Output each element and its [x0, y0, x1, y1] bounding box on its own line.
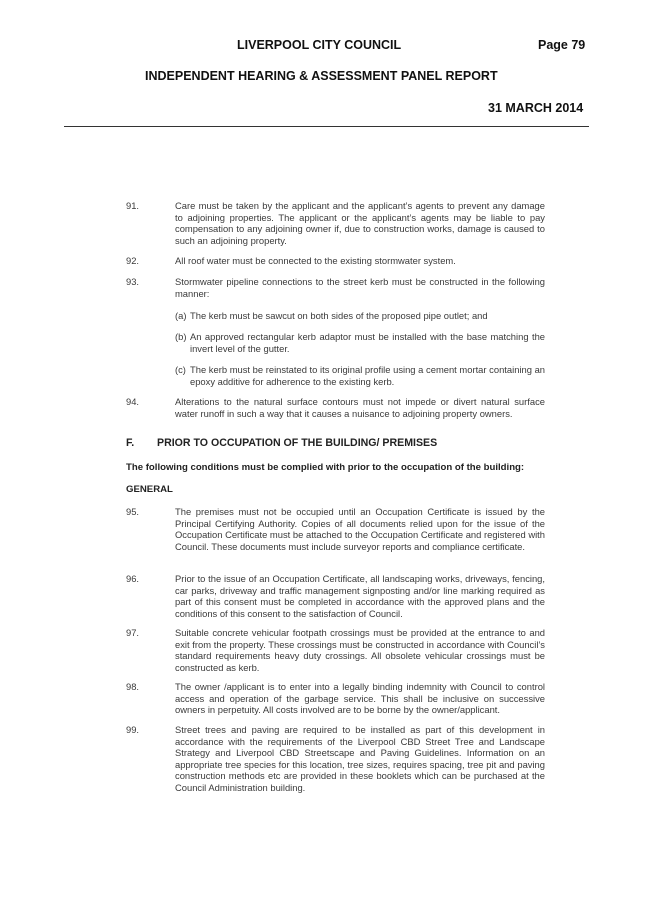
- condition-text: Prior to the issue of an Occupation Certificate, all landscaping works, driveways, fencing, car parks, driveway and traffic management signposting and/or line marking required as part of this consent must be completed in accordance with the approved plans and the conditions of this consent to the satisfaction of Council.: [175, 573, 545, 619]
- condition-text: Stormwater pipeline connections to the street kerb must be constructed in the following manner:: [175, 276, 545, 299]
- sub-text: The kerb must be sawcut on both sides of the proposed pipe outlet; and: [190, 310, 488, 321]
- condition-number: 96.: [126, 573, 140, 584]
- section-letter: F.: [126, 437, 135, 449]
- condition-number: 99.: [126, 724, 140, 735]
- header-rule: [64, 126, 589, 127]
- section-intro: The following conditions must be complied with prior to the occupation of the building:: [126, 462, 525, 473]
- condition-text: The owner /applicant is to enter into a legally binding indemnity with Council to control access and operation of the garbage service. This shall be inclusive on successive owners in perpetuity. All costs involved are to be borne by the owner/applicant.: [175, 681, 545, 716]
- sub-text: An approved rectangular kerb adaptor must be installed with the base matching the invert level of the gutter.: [190, 331, 545, 354]
- condition-text: The premises must not be occupied until an Occupation Certificate is issued by the Principal Certifying Authority. Copies of all documents relied upon for the issue of the Occupation Certificate must be attached to the Occupation Certificate and registered with Council. These documents must include surveyor reports and compliance certificate.: [175, 506, 545, 552]
- condition-number: 92.: [126, 255, 140, 266]
- condition-text: Street trees and paving are required to be installed as part of this development in accordance with the requirements of the Liverpool CBD Street Tree and Landscape Strategy and Liverpool CBD Streetscape and Paving Guidelines. Information on an appropriate tree species for this location, tree sizes, requires spacing, tree pit and paving construction methods etc are provided in these booklets which can be purchased at the Council Administration building.: [175, 724, 545, 793]
- section-subheading: GENERAL: [126, 484, 173, 495]
- report-title: INDEPENDENT HEARING & ASSESSMENT PANEL REPORT: [145, 69, 498, 83]
- report-date: 31 MARCH 2014: [488, 101, 584, 115]
- condition-number: 95.: [126, 506, 140, 517]
- condition-number: 91.: [126, 200, 140, 211]
- condition-text: Suitable concrete vehicular footpath crossings must be provided at the entrance to and exit from the property. These crossings must be constructed in accordance with Council’s standard requirements heavy duty crossings. All obsolete vehicular crossings must be constructed as kerb.: [175, 627, 545, 673]
- section-title: PRIOR TO OCCUPATION OF THE BUILDING/ PREMISES: [157, 437, 438, 449]
- condition-text: Care must be taken by the applicant and the applicant’s agents to prevent any damage to adjoining properties. The applicant or the applicant’s agents may be liable to pay compensation to any adjoining owner if, due to construction works, damage is caused to such an adjoining property.: [175, 200, 545, 246]
- sub-label: (a): [175, 310, 187, 321]
- condition-text: All roof water must be connected to the existing stormwater system.: [175, 255, 456, 266]
- council-name: LIVERPOOL CITY COUNCIL: [237, 38, 402, 52]
- condition-number: 98.: [126, 681, 140, 692]
- condition-number: 93.: [126, 276, 140, 287]
- condition-number: 94.: [126, 396, 140, 407]
- condition-number: 97.: [126, 627, 140, 638]
- sub-label: (b): [175, 331, 187, 342]
- condition-text: Alterations to the natural surface contours must not impede or divert natural surface water runoff in such a way that it causes a nuisance to adjoining property owners.: [175, 396, 545, 419]
- page-number: Page 79: [538, 38, 586, 52]
- sub-label: (c): [175, 364, 186, 375]
- sub-text: The kerb must be reinstated to its original profile using a cement mortar containing an epoxy additive for adherence to the existing kerb.: [190, 364, 545, 387]
